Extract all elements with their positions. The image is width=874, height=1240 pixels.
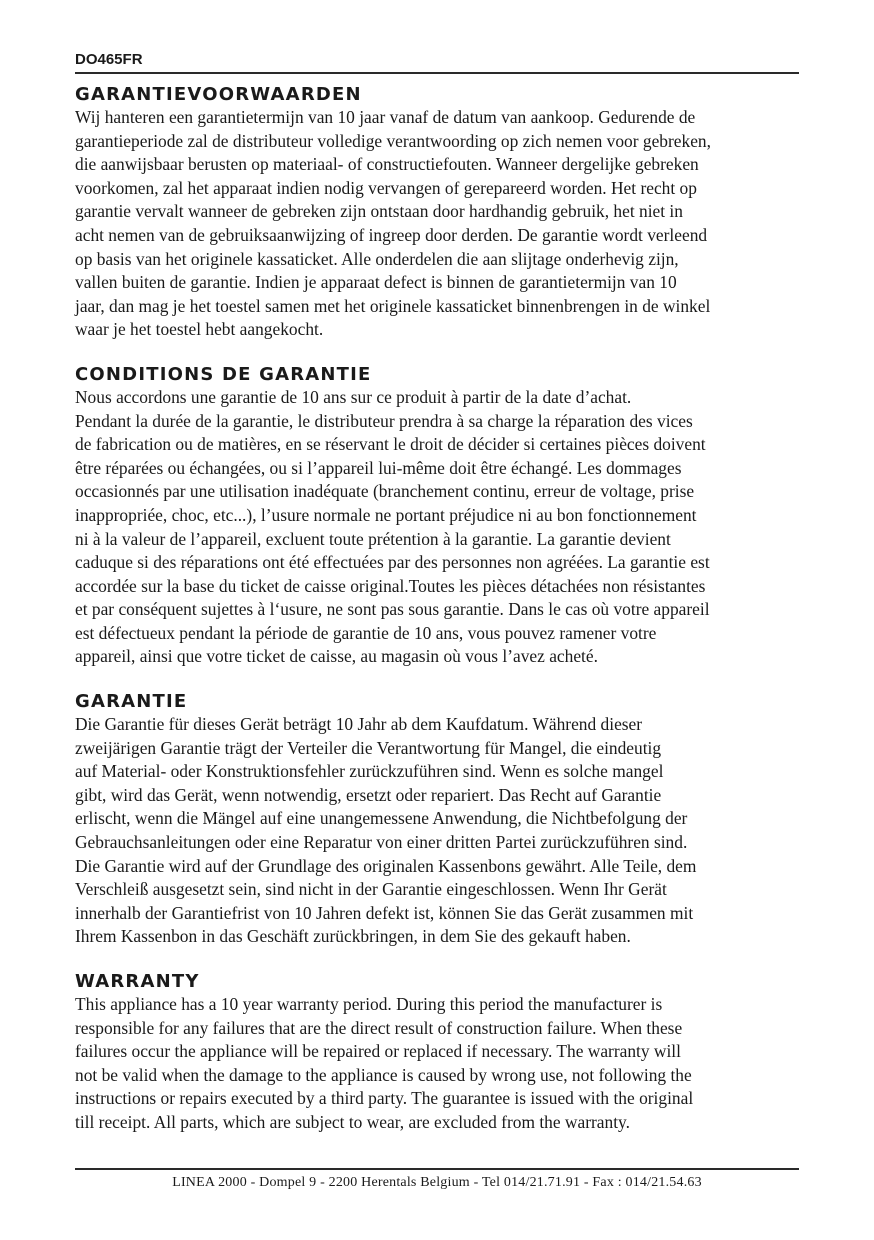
text-line: Ihrem Kassenbon in das Geschäft zurückbringen, in dem Sie des gekauft haben. xyxy=(75,926,631,947)
text-line: innerhalb der Garantiefrist von 10 Jahren defekt ist, können Sie das Gerät zusammen mit xyxy=(75,902,694,923)
text-line: Pendant la durée de la garantie, le distributeur prendra à sa charge la réparation des vices xyxy=(75,410,693,431)
text-line: ni à la valeur de l’appareil, excluent toute prétention à la garantie. La garantie devient xyxy=(75,528,671,549)
text-line: die aanwijsbaar berusten op materiaal- of constructiefouten. Wanneer dergelijke gebreken xyxy=(75,154,699,175)
section-german-warranty xyxy=(75,691,799,949)
text-line: acht nemen van de gebruiksaanwijzing of ingreep door derden. De garantie wordt verleend xyxy=(75,224,708,245)
text-line: voorkomen, zal het apparaat indien nodig vervangen of gerepareerd worden. Het recht op xyxy=(75,177,697,198)
text-line: Verschleiß ausgesetzt sein, sind nicht in der Garantie eingeschlossen. Wenn Ihr Gerät xyxy=(75,879,667,900)
section-title: GARANTIEVOORWAARDEN xyxy=(75,84,362,105)
text-line: gibt, wird das Gerät, wenn notwendig, ersetzt oder repariert. Das Recht auf Garantie xyxy=(75,784,662,805)
text-line: et par conséquent sujettes à l‘usure, ne sont pas sous garantie. Dans le cas où votre appareil xyxy=(75,599,710,620)
text-line: auf Material- oder Konstruktionsfehler zurückzuführen sind. Wenn es solche mangel xyxy=(75,761,664,782)
text-line: garantie vervalt wanneer de gebreken zijn ontstaan door hardhandig gebruik, het niet in xyxy=(75,201,683,222)
text-line: till receipt. All parts, which are subject to wear, are excluded from the warranty. xyxy=(75,1111,630,1132)
section-body xyxy=(75,106,799,342)
text-line: garantieperiode zal de distributeur volledige verantwoording op zich nemen voor gebreken, xyxy=(75,130,711,151)
section-body xyxy=(75,993,799,1135)
section-dutch-warranty xyxy=(75,84,799,342)
text-line: vallen buiten de garantie. Indien je apparaat defect is binnen de garantietermijn van 10 xyxy=(75,272,677,293)
text-line: erlischt, wenn die Mängel auf eine unangemessene Anwendung, die Nichtbefolgung der xyxy=(75,808,688,829)
section-french-warranty xyxy=(75,364,799,669)
header-divider xyxy=(75,72,799,74)
section-title: WARRANTY xyxy=(75,971,200,992)
document-page xyxy=(75,50,799,1135)
text-line: This appliance has a 10 year warranty period. During this period the manufacturer is xyxy=(75,994,663,1014)
footer-contact: LINEA 2000 - Dompel 9 - 2200 Herentals Belgium - Tel 014/21.71.91 - Fax : 014/21.54.63 xyxy=(172,1175,702,1190)
text-line: jaar, dan mag je het toestel samen met het originele kassaticket binnenbrengen in de winkel xyxy=(75,295,711,316)
text-line: failures occur the appliance will be repaired or replaced if necessary. The warranty will xyxy=(75,1041,681,1062)
text-line: responsible for any failures that are the direct result of construction failure. When these xyxy=(75,1017,683,1038)
text-line: Nous accordons une garantie de 10 ans sur ce produit à partir de la date d’achat. xyxy=(75,386,632,407)
section-english-warranty xyxy=(75,971,799,1135)
text-line: not be valid when the damage to the appliance is caused by wrong use, not following the xyxy=(75,1064,692,1085)
text-line: op basis van het originele kassaticket. Alle onderdelen die aan slijtage onderhevig zijn, xyxy=(75,248,679,269)
footer-divider xyxy=(75,1168,799,1170)
text-line: Wij hanteren een garantietermijn van 10 jaar vanaf de datum van aankoop. Gedurende de xyxy=(75,107,696,127)
document-code: DO465FR xyxy=(75,51,143,68)
text-line: Gebrauchsanleitungen oder eine Reparatur von einer dritten Partei zurückzuführen sind. xyxy=(75,832,688,853)
section-body xyxy=(75,713,799,949)
text-line: est défectueux pendant la période de garantie de 10 ans, vous pouvez ramener votre xyxy=(75,622,657,643)
text-line: occasionnés par une utilisation inadéquate (branchement continu, erreur de voltage, prise xyxy=(75,481,695,502)
text-line: Die Garantie wird auf der Grundlage des originalen Kassenbons gewährt. Alle Teile, dem xyxy=(75,855,697,876)
text-line: caduque si des réparations ont été effectuées par des personnes non agréées. La garantie est xyxy=(75,552,710,573)
text-line: appareil, ainsi que votre ticket de caisse, au magasin où vous l’avez acheté. xyxy=(75,646,598,667)
text-line: inappropriée, choc, etc...), l’usure normale ne portant préjudice ni au bon fonctionnement xyxy=(75,504,697,525)
text-line: waar je het toestel hebt aangekocht. xyxy=(75,319,324,340)
text-line: de fabrication ou de matières, en se réservant le droit de décider si certaines pièces doivent xyxy=(75,434,706,455)
text-line: zweijärigen Garantie trägt der Verteiler die Verantwortung für Mangel, die eindeutig xyxy=(75,737,662,758)
section-body xyxy=(75,386,799,669)
section-title: GARANTIE xyxy=(75,691,188,713)
text-line: être réparées ou échangées, ou si l’appareil lui-même doit être échangé. Les dommages xyxy=(75,457,682,478)
section-title: CONDITIONS DE GARANTIE xyxy=(75,363,372,385)
text-line: Die Garantie für dieses Gerät beträgt 10 Jahr ab dem Kaufdatum. Während dieser xyxy=(75,714,643,735)
text-line: accordée sur la base du ticket de caisse original.Toutes les pièces détachées non résistantes xyxy=(75,575,706,596)
text-line: instructions or repairs executed by a third party. The guarantee is issued with the original xyxy=(75,1088,694,1109)
